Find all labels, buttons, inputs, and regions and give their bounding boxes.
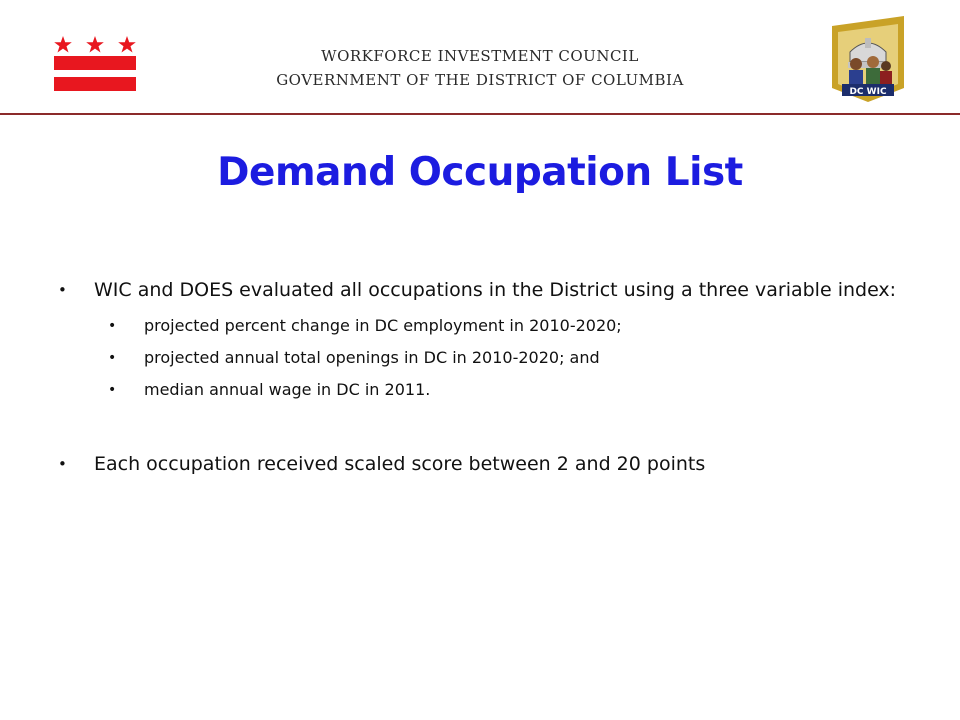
bullet-list: [58, 274, 898, 480]
sub-bullet-text: median annual wage in DC in 2011.: [144, 380, 431, 399]
bullet-text: WIC and DOES evaluated all occupations in the District using a three variable index:: [94, 279, 897, 301]
bullet-text: Each occupation received scaled score between 2 and 20 points: [94, 453, 706, 475]
bullet-item: [58, 274, 898, 406]
sub-bullet-item: [96, 342, 898, 374]
government-name: GOVERNMENT OF THE DISTRICT OF COLUMBIA: [276, 71, 684, 89]
organization-header: [200, 44, 760, 92]
bullet-icon: •: [108, 382, 117, 398]
dc-wic-logo: [828, 16, 908, 102]
sub-bullet-text: projected annual total openings in DC in 2010-2020; and: [144, 348, 600, 367]
sub-bullet-item: [96, 310, 898, 342]
bullet-item: [58, 448, 898, 480]
bullet-icon: •: [108, 318, 117, 334]
slide-content: [58, 274, 898, 480]
sub-bullet-text: projected percent change in DC employment in 2010-2020;: [144, 316, 622, 335]
bullet-icon: •: [108, 350, 117, 366]
logo-text: DC WIC: [849, 87, 887, 97]
bullet-icon: •: [58, 455, 67, 473]
dc-flag-icon: [54, 34, 136, 94]
slide-title: Demand Occupation List: [217, 150, 743, 195]
sub-bullet-item: [96, 374, 898, 406]
bullet-icon: •: [58, 281, 67, 299]
sub-bullet-list: [94, 310, 898, 406]
header-divider: [0, 113, 960, 115]
org-name: WORKFORCE INVESTMENT COUNCIL: [321, 47, 639, 65]
